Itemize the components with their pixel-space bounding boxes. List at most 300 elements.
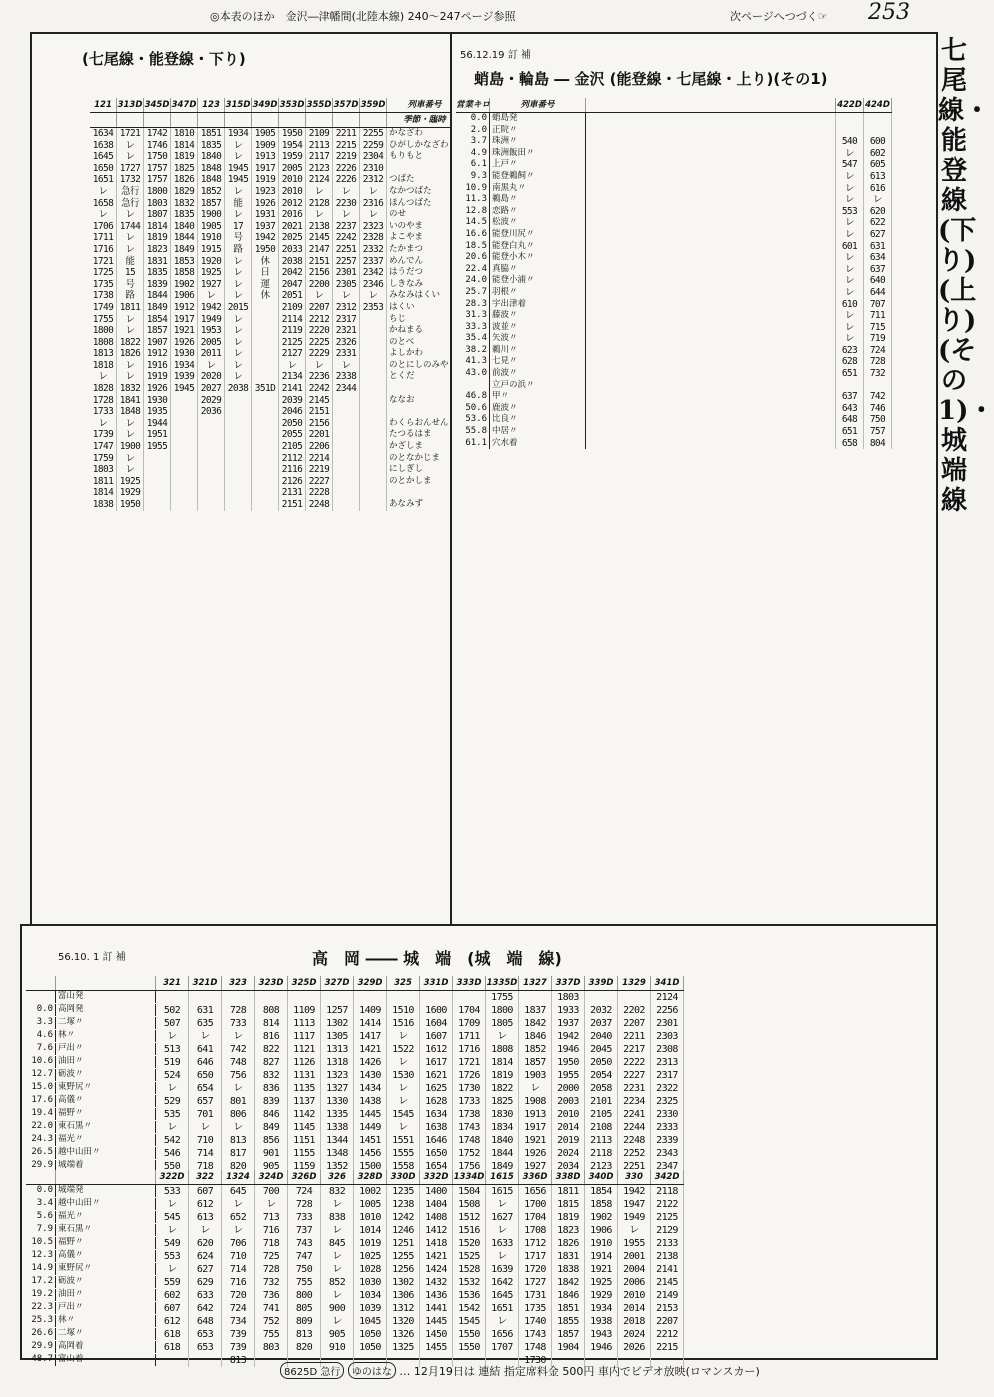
time-cell: レ xyxy=(360,209,387,221)
table-row xyxy=(90,256,463,268)
time-cell xyxy=(360,453,387,465)
next-page-note: 次ページへつづく☞ xyxy=(730,10,828,23)
time-cell: 1721 xyxy=(90,256,117,268)
time-cell: 724 xyxy=(288,1185,321,1198)
time-cell: 612 xyxy=(156,1315,189,1328)
time-cell: 1525 xyxy=(453,1250,486,1263)
station-name: よしかわ xyxy=(389,348,424,359)
time-cell: 631 xyxy=(189,1004,222,1017)
time-cell: 2325 xyxy=(651,1095,684,1108)
time-cell: 724 xyxy=(222,1302,255,1315)
time-cell: 1950 xyxy=(279,128,306,140)
time-cell: 1908 xyxy=(519,1095,552,1108)
time-cell: 1759 xyxy=(90,453,117,465)
time-cell: レ xyxy=(836,322,864,334)
km-value: 48.7 xyxy=(26,1354,56,1366)
time-cell xyxy=(252,464,279,476)
time-cell: 1848 xyxy=(198,174,225,186)
time-cell: 2036 xyxy=(198,406,225,418)
time-cell: 1848 xyxy=(117,406,144,418)
time-cell: 1846 xyxy=(552,1289,585,1302)
time-cell xyxy=(225,429,252,441)
time-cell: 1330 xyxy=(321,1095,354,1108)
time-cell: 2151 xyxy=(306,406,333,418)
time-cell: 1528 xyxy=(453,1263,486,1276)
time-cell xyxy=(252,441,279,453)
spacer-cell xyxy=(586,171,836,183)
spacer-cell xyxy=(586,264,836,276)
time-cell: 742 xyxy=(222,1043,255,1056)
time-cell: レ xyxy=(836,252,864,264)
time-cell: 2118 xyxy=(651,1185,684,1198)
table-row xyxy=(456,414,892,426)
time-cell: 2304 xyxy=(360,151,387,163)
station-name: みなみはくい xyxy=(389,290,441,301)
time-cell: 2145 xyxy=(651,1276,684,1289)
station-name: あなみず xyxy=(389,499,424,509)
table-row xyxy=(26,1017,684,1030)
time-cell: 607 xyxy=(189,1185,222,1198)
time-cell: 1930 xyxy=(144,395,171,407)
table-row xyxy=(90,418,463,430)
station-name: 珠洲〃 xyxy=(490,136,586,148)
station-name: 東石黒〃 xyxy=(56,1224,156,1236)
time-cell: 2125 xyxy=(279,337,306,349)
time-cell: 1421 xyxy=(420,1250,453,1263)
time-cell: 1913 xyxy=(252,151,279,163)
spacer-cell xyxy=(586,183,836,195)
time-cell: 1117 xyxy=(288,1030,321,1043)
km-value: 10.9 xyxy=(456,183,490,195)
time-cell xyxy=(360,499,387,511)
time-cell xyxy=(360,476,387,488)
train-number: 325 xyxy=(387,976,420,990)
time-cell: 2347 xyxy=(651,1160,684,1173)
spacer-cell xyxy=(586,217,836,229)
time-cell: 1558 xyxy=(387,1160,420,1173)
time-cell: 1019 xyxy=(354,1237,387,1250)
time-cell: 2339 xyxy=(651,1134,684,1147)
time-cell: 701 xyxy=(189,1108,222,1121)
time-cell: 1757 xyxy=(144,174,171,186)
time-cell: 849 xyxy=(255,1121,288,1134)
time-cell: 1704 xyxy=(519,1211,552,1224)
time-cell: 813 xyxy=(222,1134,255,1147)
time-cell: 1545 xyxy=(387,1108,420,1121)
time-cell: 1445 xyxy=(354,1108,387,1121)
time-cell: レ xyxy=(225,348,252,360)
time-cell: 635 xyxy=(189,1017,222,1030)
spacer-cell xyxy=(586,403,836,415)
station-name: 高儀〃 xyxy=(56,1095,156,1107)
time-cell: レ xyxy=(306,290,333,302)
time-cell: 1826 xyxy=(552,1237,585,1250)
table-row xyxy=(456,136,892,148)
time-cell: 1654 xyxy=(420,1160,453,1173)
table-row xyxy=(26,1056,684,1069)
time-cell: 1823 xyxy=(144,244,171,256)
time-cell: 1638 xyxy=(90,140,117,152)
time-cell: 2217 xyxy=(618,1043,651,1056)
station-name: のせ xyxy=(389,209,407,220)
time-cell: 646 xyxy=(189,1056,222,1069)
time-cell: レ xyxy=(333,360,360,372)
km-value: 24.3 xyxy=(26,1134,56,1146)
spacer-cell xyxy=(586,368,836,380)
spacer-cell xyxy=(586,287,836,299)
time-cell: 642 xyxy=(189,1302,222,1315)
time-cell xyxy=(360,348,387,360)
table-row xyxy=(456,183,892,195)
station-name: 羽根〃 xyxy=(490,287,586,299)
train-number: 321 xyxy=(156,976,189,990)
time-cell: レ xyxy=(306,186,333,198)
time-cell: 1858 xyxy=(171,267,198,279)
station-name: 越中山田〃 xyxy=(56,1198,156,1210)
time-cell: 1650 xyxy=(90,163,117,175)
time-cell: 1853 xyxy=(171,256,198,268)
time-cell: 1731 xyxy=(519,1289,552,1302)
time-cell: 648 xyxy=(189,1315,222,1328)
time-cell: 2025 xyxy=(279,232,306,244)
season-cell xyxy=(144,113,171,127)
time-cell: レ xyxy=(486,1030,519,1043)
time-cell: 1902 xyxy=(585,1211,618,1224)
time-cell: 1844 xyxy=(144,290,171,302)
time-cell: 1849 xyxy=(486,1160,519,1173)
train-number: 353D xyxy=(279,100,305,110)
km-value: 22.0 xyxy=(26,1121,56,1133)
time-cell: レ xyxy=(225,256,252,268)
time-cell xyxy=(360,406,387,418)
time-cell: 1945 xyxy=(171,383,198,395)
time-cell: 2222 xyxy=(618,1056,651,1069)
table-row xyxy=(26,1341,684,1354)
time-cell: 2343 xyxy=(651,1147,684,1160)
time-cell: レ xyxy=(222,1121,255,1134)
table-row xyxy=(90,290,463,302)
yunohana-badge: ゆのはな xyxy=(348,1362,396,1379)
time-cell: 2201 xyxy=(306,429,333,441)
time-cell: 2006 xyxy=(618,1276,651,1289)
time-cell: 1926 xyxy=(171,337,198,349)
km-value: 29.9 xyxy=(26,1341,56,1353)
km-header xyxy=(26,976,56,990)
time-cell: 620 xyxy=(189,1237,222,1250)
time-cell xyxy=(252,371,279,383)
station-name: 上戸〃 xyxy=(490,159,586,171)
station-name: ななお xyxy=(389,394,415,405)
time-cell: 1445 xyxy=(420,1315,453,1328)
season-cell xyxy=(306,113,333,127)
time-cell: 2024 xyxy=(552,1147,585,1160)
time-cell: 1755 xyxy=(90,314,117,326)
time-cell: 1814 xyxy=(171,140,198,152)
header-row xyxy=(456,98,892,113)
time-cell: 706 xyxy=(222,1237,255,1250)
time-cell: 750 xyxy=(864,414,892,426)
time-cell: 1045 xyxy=(354,1315,387,1328)
km-value: 3.3 xyxy=(26,1017,56,1029)
train-number-label: 列車番号 xyxy=(387,98,463,112)
time-cell: 1306 xyxy=(387,1289,420,1302)
time-cell: 2128 xyxy=(306,198,333,210)
table-row xyxy=(456,380,892,392)
time-cell xyxy=(354,991,387,1004)
time-cell: 634 xyxy=(864,252,892,264)
time-cell: レ xyxy=(333,209,360,221)
time-cell: 351D xyxy=(252,383,279,395)
time-cell: 1912 xyxy=(144,348,171,360)
table-row xyxy=(90,464,463,476)
time-cell: 742 xyxy=(864,391,892,403)
table-row xyxy=(26,1315,684,1328)
time-cell: 2230 xyxy=(333,198,360,210)
time-cell: 1302 xyxy=(321,1017,354,1030)
time-cell: 1418 xyxy=(420,1237,453,1250)
train-number: 315D xyxy=(225,100,251,110)
footer-date: … 12月19日は xyxy=(399,1365,475,1378)
time-cell: レ xyxy=(90,418,117,430)
time-cell xyxy=(360,429,387,441)
table-row xyxy=(456,113,892,125)
time-cell xyxy=(198,464,225,476)
time-cell: 728 xyxy=(222,1004,255,1017)
time-cell xyxy=(171,441,198,453)
time-cell: 2109 xyxy=(306,128,333,140)
time-cell: 1302 xyxy=(387,1276,420,1289)
time-cell: レ xyxy=(198,290,225,302)
time-cell: 1025 xyxy=(354,1250,387,1263)
johana-grid xyxy=(26,1170,684,1367)
km-value: 26.6 xyxy=(26,1328,56,1340)
time-cell: 2038 xyxy=(225,383,252,395)
time-cell: 2231 xyxy=(618,1082,651,1095)
time-cell: 1740 xyxy=(519,1315,552,1328)
time-cell: 1251 xyxy=(387,1237,420,1250)
time-cell: 601 xyxy=(836,241,864,253)
time-cell xyxy=(171,499,198,511)
time-cell: 733 xyxy=(222,1017,255,1030)
time-cell: 643 xyxy=(836,403,864,415)
time-cell: 1658 xyxy=(90,198,117,210)
km-value: 61.1 xyxy=(456,438,490,450)
time-cell: 1842 xyxy=(552,1276,585,1289)
time-cell: 1746 xyxy=(144,140,171,152)
time-cell: 1627 xyxy=(486,1211,519,1224)
time-cell: 1947 xyxy=(618,1198,651,1211)
time-cell xyxy=(252,314,279,326)
time-cell: 1925 xyxy=(585,1276,618,1289)
time-cell: 1743 xyxy=(453,1121,486,1134)
time-cell: 1848 xyxy=(198,163,225,175)
time-cell: レ xyxy=(836,183,864,195)
up-grid xyxy=(456,98,892,449)
time-cell: 716 xyxy=(255,1224,288,1237)
time-cell: 1808 xyxy=(486,1043,519,1056)
time-cell: 2338 xyxy=(333,371,360,383)
time-cell: 1039 xyxy=(354,1302,387,1315)
time-cell: 1749 xyxy=(90,302,117,314)
time-cell: レ xyxy=(836,310,864,322)
table-row xyxy=(90,163,463,175)
station-name: のとべ xyxy=(389,336,415,347)
table-row xyxy=(26,1185,684,1198)
time-cell: 2225 xyxy=(306,337,333,349)
time-cell: 2004 xyxy=(618,1263,651,1276)
time-cell: 1504 xyxy=(453,1185,486,1198)
time-cell: 524 xyxy=(156,1069,189,1082)
time-cell xyxy=(333,395,360,407)
km-value: 24.0 xyxy=(456,275,490,287)
time-cell: 1838 xyxy=(90,499,117,511)
time-cell xyxy=(171,453,198,465)
time-cell: 1716 xyxy=(453,1043,486,1056)
time-cell: レ xyxy=(225,325,252,337)
time-cell: 1935 xyxy=(144,406,171,418)
time-cell: 2018 xyxy=(618,1315,651,1328)
time-cell: 1955 xyxy=(618,1237,651,1250)
time-cell: 809 xyxy=(288,1315,321,1328)
time-cell: レ xyxy=(321,1198,354,1211)
table-row xyxy=(90,383,463,395)
km-value: 4.6 xyxy=(26,1030,56,1042)
time-cell: 1829 xyxy=(171,186,198,198)
table-row xyxy=(26,1004,684,1017)
time-cell: 1550 xyxy=(453,1328,486,1341)
train-number: 326D xyxy=(288,1170,321,1184)
time-cell: レ xyxy=(222,1082,255,1095)
time-cell: 1604 xyxy=(420,1017,453,1030)
time-cell: レ xyxy=(836,275,864,287)
time-cell: 1412 xyxy=(420,1224,453,1237)
station-name: 富山発 xyxy=(56,991,156,1003)
train-number: 337D xyxy=(552,976,585,990)
time-cell: 1846 xyxy=(519,1030,552,1043)
station-name: 林〃 xyxy=(56,1030,156,1042)
time-cell: 2333 xyxy=(651,1121,684,1134)
time-cell xyxy=(225,476,252,488)
km-header xyxy=(26,1170,56,1184)
time-cell xyxy=(360,360,387,372)
time-cell: 1925 xyxy=(117,476,144,488)
time-cell: 1831 xyxy=(552,1250,585,1263)
time-cell: 733 xyxy=(288,1211,321,1224)
time-cell: レ xyxy=(90,209,117,221)
time-cell: 1937 xyxy=(552,1017,585,1030)
time-cell: 2353 xyxy=(360,302,387,314)
station-name: 福光〃 xyxy=(56,1211,156,1223)
time-cell: 553 xyxy=(836,206,864,218)
time-cell: 2226 xyxy=(333,163,360,175)
time-cell: 1841 xyxy=(117,395,144,407)
time-cell: 2322 xyxy=(651,1082,684,1095)
table-row xyxy=(90,325,463,337)
km-value: 31.3 xyxy=(456,310,490,322)
km-value: 12.7 xyxy=(26,1069,56,1081)
time-cell: 1857 xyxy=(144,325,171,337)
time-cell: 2317 xyxy=(333,314,360,326)
time-cell: 2332 xyxy=(360,244,387,256)
time-cell: 2033 xyxy=(279,244,306,256)
time-cell: 1634 xyxy=(90,128,117,140)
time-cell: 1934 xyxy=(225,128,252,140)
time-cell: 1852 xyxy=(519,1043,552,1056)
time-cell: 1930 xyxy=(171,348,198,360)
train-number: 340D xyxy=(585,1170,618,1184)
time-cell: レ xyxy=(225,360,252,372)
time-cell: 1735 xyxy=(519,1302,552,1315)
time-cell: 627 xyxy=(189,1263,222,1276)
time-cell: 2252 xyxy=(618,1147,651,1160)
time-cell: レ xyxy=(225,279,252,291)
table-row xyxy=(26,1237,684,1250)
up-revision: 56.12.19 訂 補 xyxy=(460,50,531,61)
time-cell: 752 xyxy=(255,1315,288,1328)
time-cell: 2050 xyxy=(585,1056,618,1069)
time-cell: 号 xyxy=(225,232,252,244)
time-cell: 1005 xyxy=(354,1198,387,1211)
time-cell: 832 xyxy=(321,1185,354,1198)
time-cell: 618 xyxy=(156,1341,189,1354)
time-cell: 1909 xyxy=(252,140,279,152)
time-cell: 1646 xyxy=(420,1134,453,1147)
time-cell: 1516 xyxy=(453,1224,486,1237)
time-cell xyxy=(252,487,279,499)
spacer-cell xyxy=(586,299,836,311)
table-row xyxy=(26,1030,684,1043)
train-number: 121 xyxy=(90,98,117,112)
time-cell xyxy=(321,991,354,1004)
time-cell: 1942 xyxy=(552,1030,585,1043)
time-cell: 1844 xyxy=(171,232,198,244)
time-cell: 1711 xyxy=(90,232,117,244)
time-cell: 1014 xyxy=(354,1224,387,1237)
time-cell: 1926 xyxy=(519,1147,552,1160)
spacer-cell xyxy=(586,113,836,125)
time-cell: 1717 xyxy=(519,1250,552,1263)
time-cell: 2040 xyxy=(585,1030,618,1043)
train-number: 332D xyxy=(420,1170,453,1184)
station-name: 鵜島〃 xyxy=(490,194,586,206)
footer-fare: 指定席料金 500円 車内でビデオ放映(ロマンスカー) xyxy=(503,1365,760,1378)
time-cell: 1747 xyxy=(90,441,117,453)
time-cell: 756 xyxy=(222,1069,255,1082)
time-cell: 529 xyxy=(156,1095,189,1108)
time-cell: 2200 xyxy=(306,279,333,291)
station-name: はうだつ xyxy=(389,267,424,278)
time-cell: 2206 xyxy=(306,441,333,453)
time-cell: 2001 xyxy=(618,1250,651,1263)
time-cell: 2047 xyxy=(279,279,306,291)
time-cell: 653 xyxy=(189,1328,222,1341)
station-name: つばた xyxy=(389,174,415,185)
station-name: ちじ xyxy=(389,313,407,324)
time-cell: 1826 xyxy=(117,348,144,360)
time-cell: 1612 xyxy=(420,1043,453,1056)
time-cell: 1810 xyxy=(171,128,198,140)
time-cell: レ xyxy=(117,429,144,441)
time-cell: 2301 xyxy=(651,1017,684,1030)
time-cell: 1159 xyxy=(288,1160,321,1173)
time-cell: 1728 xyxy=(90,395,117,407)
time-cell: 535 xyxy=(156,1108,189,1121)
time-cell: 800 xyxy=(288,1289,321,1302)
time-cell xyxy=(387,991,420,1004)
station-name: 波並〃 xyxy=(490,322,586,334)
spacer-cell xyxy=(586,275,836,287)
time-cell: 1725 xyxy=(90,267,117,279)
